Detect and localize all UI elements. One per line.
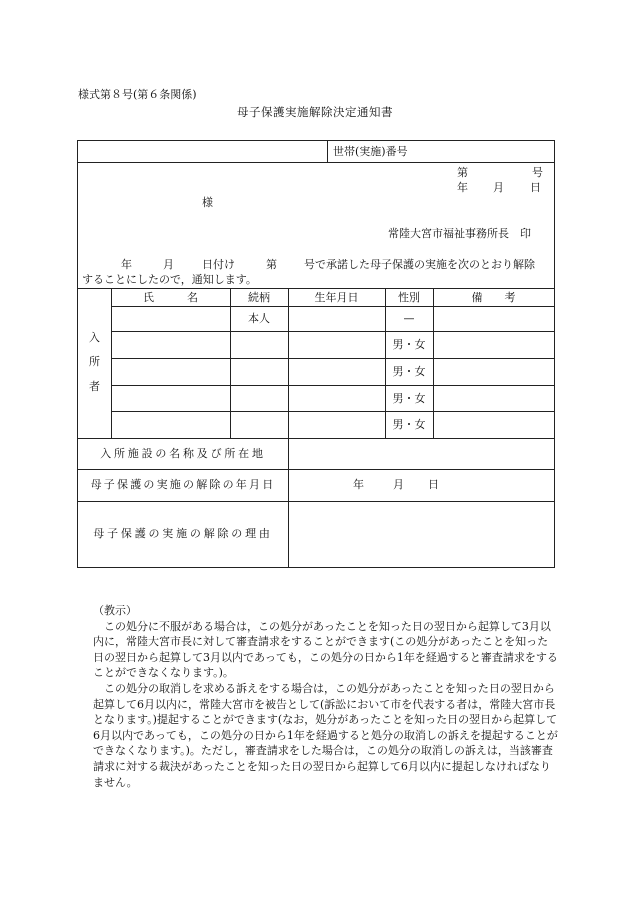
notice-heading: （教示） xyxy=(93,604,137,617)
col-line-4 xyxy=(385,288,386,438)
row-line-4 xyxy=(111,385,554,386)
row-5-gender: 男・女 xyxy=(392,418,426,431)
issuer-line: 常陸大宮市福祉事務所長 印 xyxy=(388,227,531,240)
col-line-3 xyxy=(288,288,289,438)
side-label-char-1: 入 xyxy=(89,331,100,344)
table-top-line xyxy=(78,288,554,289)
col-line-5 xyxy=(433,288,434,438)
intro-day: 日付け xyxy=(202,258,235,271)
row-line-3 xyxy=(111,358,554,359)
header-remarks: 備 考 xyxy=(471,291,516,304)
header-divider xyxy=(327,141,328,162)
cancel-reason-label: 母子保護の実施の解除の理由 xyxy=(93,527,273,540)
document-title: 母子保護実施解除決定通知書 xyxy=(237,105,393,119)
date-month: 月 xyxy=(493,181,504,194)
form-number-label: 様式第８号(第６条関係) xyxy=(78,88,197,101)
facility-label: 入所施設の名称及び所在地 xyxy=(100,447,266,460)
facility-row-line xyxy=(78,469,554,470)
intro-line2: することにしたので，通知します。 xyxy=(82,273,257,286)
instruction-notice xyxy=(93,603,559,790)
col-line-2 xyxy=(230,288,231,438)
side-label-char-2: 所 xyxy=(89,355,100,368)
header-gender: 性別 xyxy=(398,291,420,304)
header-name: 氏 名 xyxy=(143,291,198,304)
cancel-date-day: 日 xyxy=(428,478,439,491)
row-4-gender: 男・女 xyxy=(392,392,426,405)
doc-number-go: 号 xyxy=(532,166,543,179)
addressee-sama: 様 xyxy=(202,196,213,209)
cancel-date-month: 月 xyxy=(393,478,404,491)
row-line-1 xyxy=(111,306,554,307)
notification-form xyxy=(77,140,555,568)
doc-number-dai: 第 xyxy=(457,166,468,179)
row-1-relation: 本人 xyxy=(248,312,270,325)
notice-paragraph-2: この処分の取消しを求める訴えをする場合は，この処分があったことを知った日の翌日から起算して6月以内に，常陸大宮市を被告として(訴訟において市を代表する者は，常陸大宮市長となります。)提起することができます(なお，処分があったことを知った日の翌日から起算して6月以内であっても，この処分の日から1年を経過すると処分の取消しの訴えを提起することができなくなります。)。ただし，審査請求をした場合は，この処分の取消しの訴えは，当該審査請求に対する裁決があったことを知った日の翌日から起算して6月以内に提起しなければなりません。 xyxy=(93,681,558,789)
cancel-date-year: 年 xyxy=(353,478,364,491)
bottom-divider xyxy=(288,438,289,567)
header-relation: 続柄 xyxy=(248,291,270,304)
intro-rest: 号で承諾した母子保護の実施を次のとおり解除 xyxy=(304,258,535,271)
side-label-char-3: 者 xyxy=(89,380,100,393)
table-bottom-line xyxy=(78,438,554,439)
intro-year: 年 xyxy=(121,258,132,271)
row-2-gender: 男・女 xyxy=(392,338,426,351)
row-line-2 xyxy=(111,331,554,332)
household-number-label: 世帯(実施)番号 xyxy=(333,145,408,158)
notice-paragraph-1: この処分に不服がある場合は，この処分があったことを知った日の翌日から起算して3月以内に，常陸大宮市長に対して審査請求をすることができます(この処分があったことを知った日の翌日から起算して3月以内であっても，この処分の日から1年を経過すると審査請求をすることができなくなります。)。 xyxy=(93,619,558,680)
header-birthdate: 生年月日 xyxy=(314,291,359,304)
intro-month: 月 xyxy=(163,258,174,271)
row-3-gender: 男・女 xyxy=(392,365,426,378)
header-row-line xyxy=(78,162,554,163)
row-line-5 xyxy=(111,411,554,412)
col-line-1 xyxy=(111,288,112,438)
cancel-date-row-line xyxy=(78,501,554,502)
date-day: 日 xyxy=(530,181,541,194)
date-year: 年 xyxy=(457,181,468,194)
cancel-date-label: 母子保護の実施の解除の年月日 xyxy=(90,478,276,491)
intro-dai: 第 xyxy=(266,258,277,271)
row-1-gender: — xyxy=(403,312,415,325)
